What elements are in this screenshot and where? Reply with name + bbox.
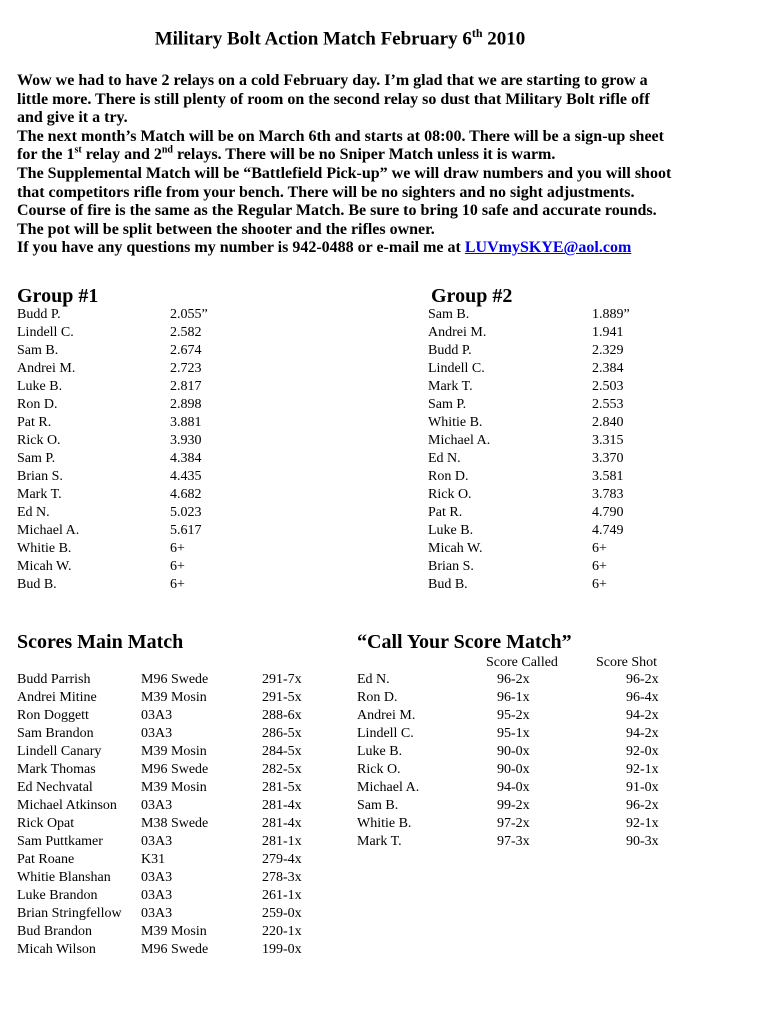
- shooter-name: Bud B.: [17, 577, 57, 592]
- shooter-name: Lindell C.: [357, 726, 414, 741]
- group-size: 4.749: [592, 523, 624, 538]
- intro-line: and give it a try.: [17, 109, 128, 127]
- shooter-name: Mark T.: [17, 487, 62, 502]
- shooter-name: Ed Nechvatal: [17, 780, 93, 795]
- group-size: 2.384: [592, 361, 624, 376]
- shooter-name: Mark T.: [428, 379, 473, 394]
- shooter-name: Rick O.: [428, 487, 472, 502]
- shooter-name: Sam B.: [17, 343, 59, 358]
- match-score: 259-0x: [262, 906, 302, 921]
- shooter-name: Andrei M.: [17, 361, 76, 376]
- shooter-name: Andrei M.: [428, 325, 487, 340]
- rifle-model: M39 Mosin: [141, 780, 207, 795]
- group-size: 6+: [592, 541, 607, 556]
- intro-line: The next month’s Match will be on March 6th and starts at 08:00. There will be a sign-up sheet: [17, 127, 664, 145]
- score-called: 95-2x: [497, 708, 530, 723]
- shooter-name: Luke Brandon: [17, 888, 98, 903]
- shooter-name: Sam P.: [17, 451, 56, 466]
- shooter-name: Luke B.: [17, 379, 63, 394]
- score-called: 99-2x: [497, 798, 530, 813]
- group-size: 6+: [592, 559, 607, 574]
- group-size: 4.790: [592, 505, 624, 520]
- shooter-name: Pat R.: [17, 415, 52, 430]
- score-called: 90-0x: [497, 762, 530, 777]
- group-size: 2.674: [170, 343, 202, 358]
- group-size: 4.384: [170, 451, 202, 466]
- shooter-name: Lindell C.: [428, 361, 485, 376]
- rifle-model: M96 Swede: [141, 942, 209, 957]
- match-score: 281-4x: [262, 798, 302, 813]
- rifle-model: 03A3: [141, 834, 173, 849]
- rifle-model: 03A3: [141, 870, 173, 885]
- group-size: 3.581: [592, 469, 624, 484]
- rifle-model: 03A3: [141, 906, 173, 921]
- call-match-title: “Call Your Score Match”: [357, 631, 572, 653]
- score-called-header: Score Called: [486, 655, 558, 670]
- group-size: 6+: [170, 577, 185, 592]
- match-score: 282-5x: [262, 762, 302, 777]
- shooter-name: Andrei M.: [357, 708, 416, 723]
- group-size: 2.503: [592, 379, 624, 394]
- group-size: 2.329: [592, 343, 624, 358]
- rifle-model: M96 Swede: [141, 762, 209, 777]
- intro-line: If you have any questions my number is 942-0488 or e-mail me at LUVmySKYE@aol.com: [17, 239, 632, 257]
- rifle-model: M39 Mosin: [141, 924, 207, 939]
- group-size: 5.617: [170, 523, 202, 538]
- shooter-name: Luke B.: [428, 523, 474, 538]
- shooter-name: Bud Brandon: [17, 924, 93, 939]
- shooter-name: Rick O.: [17, 433, 61, 448]
- rifle-model: K31: [141, 852, 166, 867]
- page-title: Military Bolt Action Match February 6th 2010: [154, 26, 526, 50]
- intro-line: The Supplemental Match will be “Battlefield Pick-up” we will draw numbers and you will shoot: [17, 164, 672, 182]
- shooter-name: Ron D.: [428, 469, 469, 484]
- rifle-model: 03A3: [141, 888, 173, 903]
- shooter-name: Whitie B.: [428, 415, 483, 430]
- intro-line: that competitors rifle from your bench. There will be no sighters and no sight adjustments.: [17, 183, 635, 201]
- score-called: 97-3x: [497, 834, 530, 849]
- shooter-name: Ed N.: [357, 672, 390, 687]
- shooter-name: Ron Doggett: [17, 708, 89, 723]
- score-called: 90-0x: [497, 744, 530, 759]
- shooter-name: Brian S.: [428, 559, 474, 574]
- match-score: 284-5x: [262, 744, 302, 759]
- shooter-name: Rick Opat: [17, 816, 75, 831]
- match-score: 286-5x: [262, 726, 302, 741]
- score-called: 96-1x: [497, 690, 530, 705]
- group-size: 1.889”: [592, 307, 630, 322]
- group-size: 4.682: [170, 487, 202, 502]
- group-size: 2.898: [170, 397, 202, 412]
- score-shot: 94-2x: [626, 726, 659, 741]
- shooter-name: Micah W.: [428, 541, 483, 556]
- rifle-model: M39 Mosin: [141, 744, 207, 759]
- intro-line: little more. There is still plenty of room on the second relay so dust that Military Bolt rifle off: [17, 90, 650, 108]
- match-score: 199-0x: [262, 942, 302, 957]
- group-size: 2.582: [170, 325, 202, 340]
- group-size: 2.840: [592, 415, 624, 430]
- group-size: 2.055”: [170, 307, 208, 322]
- group-size: 6+: [170, 559, 185, 574]
- group-size: 3.315: [592, 433, 624, 448]
- shooter-name: Ron D.: [357, 690, 398, 705]
- score-called: 95-1x: [497, 726, 530, 741]
- intro-line: The pot will be split between the shooter and the rifles owner.: [17, 220, 435, 238]
- shooter-name: Michael Atkinson: [17, 798, 117, 813]
- rifle-model: 03A3: [141, 708, 173, 723]
- group-size: 6+: [592, 577, 607, 592]
- shooter-name: Sam Brandon: [17, 726, 94, 741]
- shooter-name: Whitie Blanshan: [17, 870, 111, 885]
- shooter-name: Pat R.: [428, 505, 463, 520]
- shooter-name: Lindell C.: [17, 325, 74, 340]
- group-size: 4.435: [170, 469, 202, 484]
- match-score: 281-5x: [262, 780, 302, 795]
- shooter-name: Mark T.: [357, 834, 402, 849]
- shooter-name: Michael A.: [357, 780, 420, 795]
- rifle-model: M39 Mosin: [141, 690, 207, 705]
- group-size: 3.881: [170, 415, 202, 430]
- score-called: 94-0x: [497, 780, 530, 795]
- shooter-name: Luke B.: [357, 744, 403, 759]
- shooter-name: Micah Wilson: [17, 942, 96, 957]
- score-shot: 91-0x: [626, 780, 659, 795]
- group-size: 2.817: [170, 379, 202, 394]
- group-size: 3.930: [170, 433, 202, 448]
- shooter-name: Budd Parrish: [17, 672, 91, 687]
- score-shot-header: Score Shot: [596, 655, 658, 670]
- shooter-name: Sam P.: [428, 397, 467, 412]
- score-called: 97-2x: [497, 816, 530, 831]
- shooter-name: Sam B.: [428, 307, 470, 322]
- score-shot: 96-4x: [626, 690, 659, 705]
- shooter-name: Sam B.: [357, 798, 399, 813]
- shooter-name: Sam Puttkamer: [17, 834, 103, 849]
- group-size: 1.941: [592, 325, 624, 340]
- match-score: 281-1x: [262, 834, 302, 849]
- rifle-model: 03A3: [141, 798, 173, 813]
- main-match-title: Scores Main Match: [17, 631, 184, 653]
- intro-line: for the 1st relay and 2nd relays. There will be no Sniper Match unless it is warm.: [17, 145, 556, 164]
- match-score: 281-4x: [262, 816, 302, 831]
- shooter-name: Micah W.: [17, 559, 72, 574]
- intro-text: [17, 72, 777, 258]
- shooter-name: Brian Stringfellow: [17, 906, 122, 921]
- shooter-name: Michael A.: [428, 433, 491, 448]
- match-score: 220-1x: [262, 924, 302, 939]
- match-score: 291-5x: [262, 690, 302, 705]
- group-size: 6+: [170, 541, 185, 556]
- email-link[interactable]: LUVmySKYE@aol.com: [464, 239, 632, 257]
- shooter-name: Rick O.: [357, 762, 401, 777]
- shooter-name: Brian S.: [17, 469, 63, 484]
- shooter-name: Budd P.: [17, 307, 61, 322]
- group2-title: Group #2: [431, 285, 513, 307]
- rifle-model: M96 Swede: [141, 672, 209, 687]
- intro-line: Wow we had to have 2 relays on a cold February day. I’m glad that we are starting to grow a: [17, 72, 648, 89]
- score-shot: 94-2x: [626, 708, 659, 723]
- intro-line: Course of fire is the same as the Regular Match. Be sure to bring 10 safe and accurate rounds.: [17, 202, 657, 220]
- shooter-name: Whitie B.: [357, 816, 412, 831]
- score-shot: 96-2x: [626, 798, 659, 813]
- score-shot: 92-1x: [626, 762, 659, 777]
- score-shot: 92-1x: [626, 816, 659, 831]
- shooter-name: Whitie B.: [17, 541, 72, 556]
- match-score: 291-7x: [262, 672, 302, 687]
- group-size: 2.553: [592, 397, 624, 412]
- rifle-model: M38 Swede: [141, 816, 209, 831]
- title-superscript: th: [471, 26, 483, 40]
- shooter-name: Michael A.: [17, 523, 80, 538]
- rifle-model: 03A3: [141, 726, 173, 741]
- shooter-name: Ed N.: [428, 451, 461, 466]
- shooter-name: Mark Thomas: [17, 762, 96, 777]
- match-score: 279-4x: [262, 852, 302, 867]
- shooter-name: Ed N.: [17, 505, 50, 520]
- score-shot: 90-3x: [626, 834, 659, 849]
- shooter-name: Lindell Canary: [17, 744, 102, 759]
- shooter-name: Andrei Mitine: [17, 690, 97, 705]
- group-size: 2.723: [170, 361, 202, 376]
- score-called: 96-2x: [497, 672, 530, 687]
- group-size: 3.370: [592, 451, 624, 466]
- match-score: 278-3x: [262, 870, 302, 885]
- match-score: 261-1x: [262, 888, 302, 903]
- shooter-name: Bud B.: [428, 577, 468, 592]
- score-shot: 96-2x: [626, 672, 659, 687]
- shooter-name: Budd P.: [428, 343, 472, 358]
- match-score: 288-6x: [262, 708, 302, 723]
- shooter-name: Ron D.: [17, 397, 58, 412]
- shooter-name: Pat Roane: [17, 852, 75, 867]
- group-size: 5.023: [170, 505, 202, 520]
- group1-title: Group #1: [17, 285, 99, 307]
- group-size: 3.783: [592, 487, 624, 502]
- score-shot: 92-0x: [626, 744, 659, 759]
